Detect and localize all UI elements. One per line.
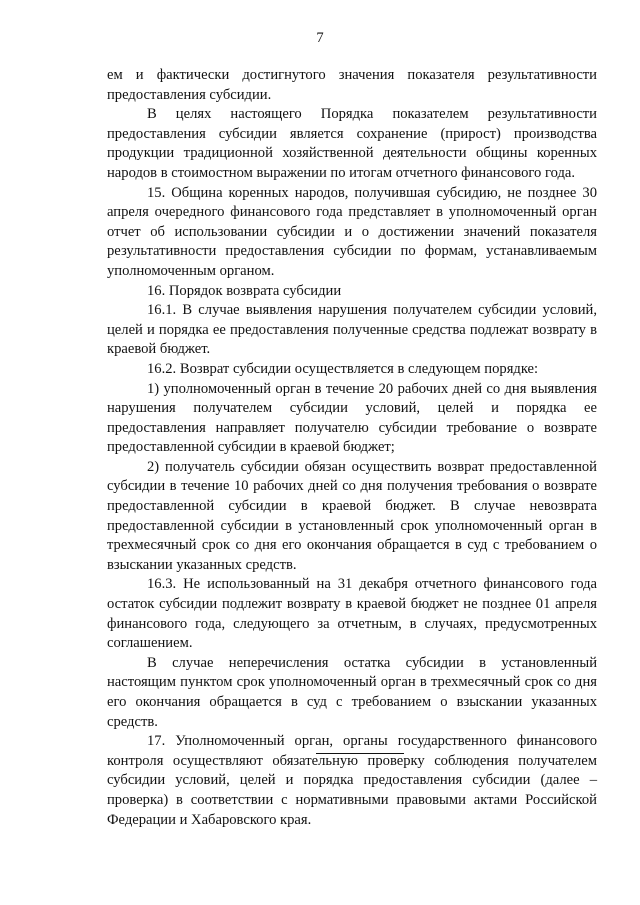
paragraph-indicator-definition: В целях настоящего Порядка показателем результативности предоставления субсидии является сохранение (прирост) производства продукции традиционной хозяйственной деятельности общины коренных народов в стоимостном выражении по итогам отчетного финансового года. — [107, 106, 597, 181]
document-body — [107, 66, 597, 830]
paragraph-continuation: ем и фактически достигнутого значения показателя результативности предоставления субсидии. — [107, 67, 597, 103]
paragraph-clause-16-1: 16.1. В случае выявления нарушения получателем субсидии условий, целей и порядка ее предоставления полученные средства подлежат возврату в краевой бюджет. — [107, 302, 597, 358]
page-number: 7 — [316, 30, 324, 46]
paragraph-clause-16-heading: 16. Порядок возврата субсидии — [147, 282, 342, 299]
paragraph-clause-15: 15. Община коренных народов, получившая субсидию, не позднее 30 апреля очередного финансового года представляет в уполномоченный орган отчет об использовании субсидии и о достижении значений показателя результативности предоставления субсидии по формам, устанавливаемым уполномоченным органом. — [107, 184, 597, 279]
paragraph-clause-17: 17. Уполномоченный орган, органы государственного финансового контроля осуществляют обязательную проверку соблюдения получателем субсидии условий, целей и порядка предоставления субсидии (далее – проверка) в соответствии с нормативными правовыми актами Российской Федерации и Хабаровского края. — [107, 733, 597, 828]
paragraph-clause-16-2: 16.2. Возврат субсидии осуществляется в следующем порядке: — [147, 360, 539, 377]
paragraph-clause-16-2-item-1: 1) уполномоченный орган в течение 20 рабочих дней со дня выявления нарушения получателем субсидии условий, целей и порядка ее предоставления направляет получателю субсидии требование о возврате предоставленной субсидии в краевой бюджет; — [107, 380, 597, 456]
paragraph-clause-16-2-item-2: 2) получатель субсидии обязан осуществить возврат предоставленной субсидии в течение 10 рабочих дней со дня получения требования о возврате предоставленной субсидии в краевой бюджет. В случае невозврата предоставленной субсидии в установленный срок уполномоченный орган в трехмесячный срок со дня его окончания обращается в суд с требованием о взыскании указанных средств. — [107, 458, 597, 573]
end-divider-line — [316, 753, 404, 754]
paragraph-clause-16-3: 16.3. Не использованный на 31 декабря отчетного финансового года остаток субсидии подлежит возврату в краевой бюджет не позднее 01 апреля финансового года, следующего за отчетным, в случаях, предусмотренных соглашением. — [107, 576, 597, 652]
paragraph-remainder-recovery: В случае неперечисления остатка субсидии в установленный настоящим пунктом срок уполномоченный орган в трехмесячный срок со дня его окончания обращается в суд с требованием о взыскании указанных средств. — [107, 654, 597, 730]
